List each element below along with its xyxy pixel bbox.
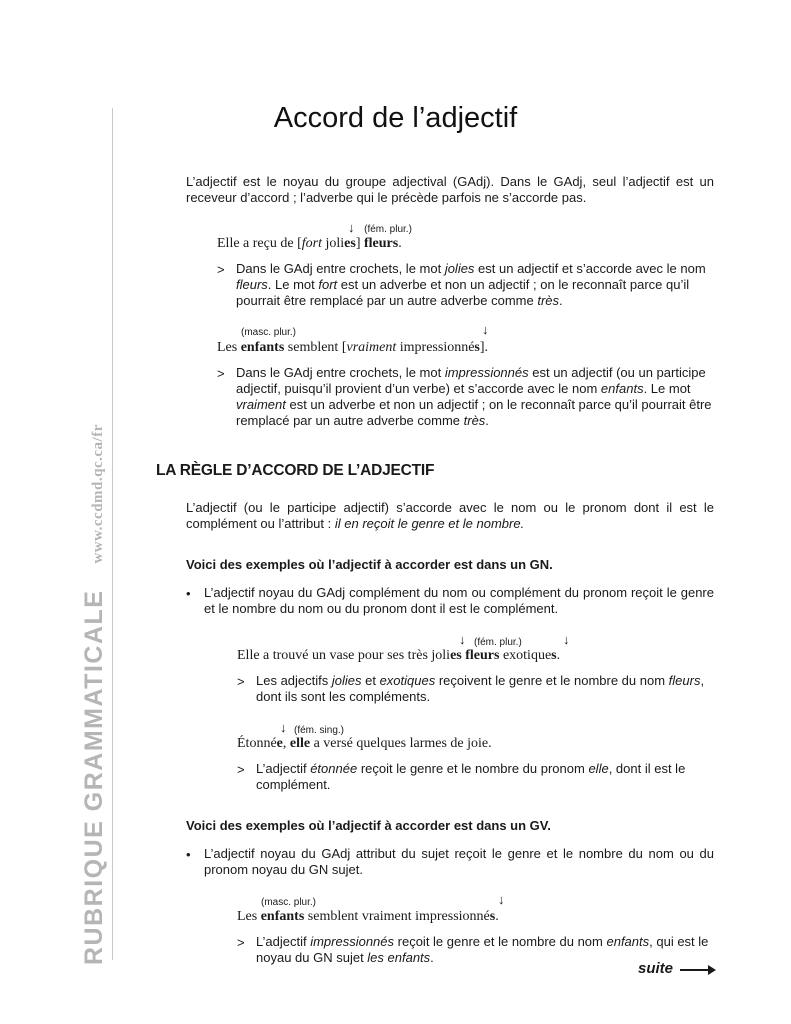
text-run: semblent [ (284, 340, 347, 355)
text-run: jolies (444, 261, 475, 276)
text-run: impressionnés (310, 934, 395, 949)
example1-part: joli (321, 236, 345, 251)
example4-note: (fém. sing.) (294, 725, 345, 736)
text-run: vraiment (236, 397, 286, 412)
gn-heading: Voici des exemples où l’adjectif à accorder est dans un GN. (186, 557, 553, 572)
text-run: L’adjectif (ou le participe adjectif) s’accorde avec le nom ou le pronom dont il est le complément ou l’attribut : (186, 500, 714, 531)
text-run: impressionné (396, 340, 475, 355)
example1-explanation (236, 261, 716, 309)
side-divider (112, 108, 113, 960)
intro-paragraph: L’adjectif est le noyau du groupe adjectival (GAdj). Dans le GAdj, seul l’adjectif est un receveur d’accord ; l’adverbe qui le précède parfois ne s’accorde pas. (186, 174, 714, 205)
text-run: . (495, 909, 499, 924)
example2-explanation (236, 365, 716, 429)
text-run: Les (237, 909, 261, 924)
text-run: . (559, 293, 563, 308)
text-run: les enfants (367, 950, 431, 965)
example3-noun: fleurs (465, 648, 500, 663)
text-run: , dont ils sont les compléments. (256, 673, 705, 704)
text-run: est un adverbe et non un adjectif ; on le reconnaît parce qu’il pourrait être remplacé par un autre adverbe comme (236, 277, 690, 308)
example3-ending: es (450, 648, 462, 663)
text-run: elle (588, 761, 609, 776)
example4-ending: e (276, 736, 283, 751)
text-run: très (463, 413, 486, 428)
example1-ending: es (344, 236, 356, 251)
explanation-marker: > (237, 935, 245, 950)
example4-pronoun: elle (289, 736, 311, 751)
example3-note: (fém. plur.) (474, 637, 522, 648)
text-run: , qui est le noyau du GN sujet (256, 934, 709, 965)
bullet-gn: L’adjectif noyau du GAdj complément du nom ou complément du pronom reçoit le genre et le nombre du nom ou du pronom dont il est le complément. (204, 585, 714, 616)
side-banner (80, 424, 109, 965)
text-run: Dans le GAdj entre crochets, le mot (236, 261, 445, 276)
bullet-dot: • (186, 847, 191, 862)
text-run: . (430, 950, 434, 965)
next-page-label: suite (638, 960, 674, 977)
bullet-gv: L’adjectif noyau du GAdj attribut du sujet reçoit le genre et le nombre du nom ou du pronom noyau du GN sujet. (204, 846, 714, 877)
text-run: reçoit le genre et le nombre du pronom (357, 761, 589, 776)
example1-sentence (217, 236, 402, 252)
text-run: semblent vraiment impressionné (304, 909, 490, 924)
gv-heading: Voici des exemples où l’adjectif à accorder est dans un GV. (186, 818, 551, 833)
text-run: , dont il est le complément. (256, 761, 686, 792)
text-run: Les (217, 340, 241, 355)
text-run: exotiques (379, 673, 436, 688)
example5-sentence (237, 909, 499, 925)
section-heading: LA RÈGLE D’ACCORD DE L’ADJECTIF (156, 462, 435, 479)
explanation-marker: > (237, 762, 245, 777)
text-run: est un adverbe et non un adjectif ; on le reconnaît parce qu’il pourrait être remplacé par un autre adverbe comme (236, 397, 712, 428)
example5-noun: enfants (260, 909, 305, 924)
text-run: L’adjectif (256, 761, 311, 776)
example3-explanation (256, 673, 716, 705)
explanation-marker: > (217, 262, 225, 277)
text-run: enfants (600, 381, 644, 396)
text-run: . Le mot (267, 277, 319, 292)
text-run: fleurs (236, 277, 268, 292)
example1-part: Elle a reçu de [ (217, 236, 302, 251)
example1-note: (fém. plur.) (364, 224, 412, 235)
text-run: jolies (331, 673, 362, 688)
text-run: et (361, 673, 380, 688)
example4-explanation (256, 761, 716, 793)
text-run: il en reçoit le genre et le nombre. (334, 516, 525, 531)
example2-ending: s (474, 340, 480, 355)
text-run: est un adjectif (ou un participe adjectif, puisqu’il provient d’un verbe) et s’accorde avec le nom (236, 365, 706, 396)
example2-adverb: vraiment (346, 340, 397, 355)
text-run: étonnée (310, 761, 358, 776)
text-run: . Le mot (643, 381, 691, 396)
example5-ending: s (489, 909, 496, 924)
example1-part: . (398, 236, 402, 251)
example1-adverb: fort (301, 236, 322, 251)
text-run: Dans le GAdj entre crochets, le mot (236, 365, 445, 380)
example1-noun: fleurs (363, 236, 399, 251)
text-run: enfants (606, 934, 650, 949)
text-run: Elle a trouvé un vase pour ses très joli (237, 648, 451, 663)
explanation-marker: > (217, 366, 225, 381)
arrow-right-icon (680, 969, 714, 971)
down-arrow-icon: ↓ (280, 720, 287, 735)
example3-sentence (237, 648, 560, 664)
example2-noun: enfants (240, 340, 285, 355)
text-run: Les adjectifs (256, 673, 332, 688)
example2-sentence (217, 340, 488, 356)
down-arrow-icon: ↓ (498, 892, 505, 907)
text-run: . (485, 413, 489, 428)
explanation-marker: > (237, 674, 245, 689)
down-arrow-icon: ↓ (348, 220, 355, 235)
example5-note: (masc. plur.) (261, 897, 317, 908)
example1-part: ] (355, 236, 364, 251)
text-run: . (556, 648, 561, 663)
text-run: exotique (499, 648, 552, 663)
rule-paragraph (186, 500, 714, 532)
down-arrow-icon: ↓ (459, 632, 466, 647)
text-run: reçoit le genre et le nombre du nom (394, 934, 607, 949)
text-run: , (282, 736, 290, 751)
text-run: fort (318, 277, 338, 292)
down-arrow-icon: ↓ (563, 632, 570, 647)
text-run: fleurs (668, 673, 701, 688)
example4-sentence (237, 736, 492, 752)
text-run: très (537, 293, 559, 308)
side-label: RUBRIQUE GRAMMATICALE (80, 589, 108, 965)
text-run: est un adjectif et s’accorde avec le nom (474, 261, 706, 276)
text-run: a versé quelques larmes de joie. (310, 736, 492, 751)
down-arrow-icon: ↓ (482, 322, 489, 337)
text-run: reçoivent le genre et le nombre du nom (435, 673, 669, 688)
page-title: Accord de l’adjectif (273, 102, 518, 134)
text-run: ]. (479, 340, 489, 355)
text-run: L’adjectif (256, 934, 311, 949)
side-url: www.ccdmd.qc.ca/fr (90, 424, 106, 564)
example2-note: (masc. plur.) (241, 327, 297, 338)
bullet-dot: • (186, 586, 191, 601)
text-run: Étonné (237, 736, 277, 751)
text-run: impressionnés (444, 365, 529, 380)
example3-ending: s (551, 648, 557, 663)
